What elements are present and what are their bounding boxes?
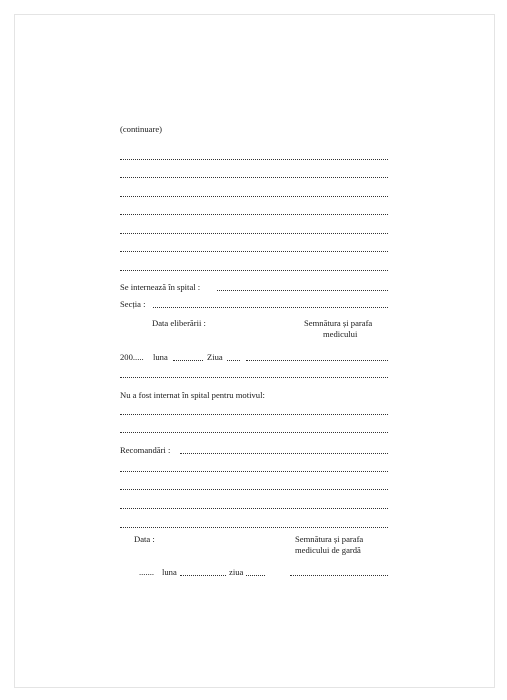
- recomandari-line-2[interactable]: [120, 489, 388, 490]
- year-prefix: 200.....: [120, 352, 144, 362]
- blank-line-3[interactable]: [120, 196, 388, 197]
- blank-line-2[interactable]: [120, 177, 388, 178]
- blank-line-1[interactable]: [120, 159, 388, 160]
- nu-internat-label: Nu a fost internat în spital pentru motivul:: [120, 390, 265, 400]
- recomandari-field[interactable]: [180, 453, 388, 454]
- interneaza-label: Se internează în spital :: [120, 282, 201, 292]
- semnatura-medic-line2: medicului: [323, 329, 358, 339]
- recomandari-line-1[interactable]: [120, 471, 388, 472]
- signature-field[interactable]: [246, 360, 388, 361]
- bottom-ziua-field[interactable]: [246, 575, 265, 576]
- semnatura-garda-line1: Semnătura și parafa: [295, 534, 364, 544]
- blank-line-5[interactable]: [120, 233, 388, 234]
- continuation-label: (continuare): [120, 124, 162, 134]
- data-eliberarii-label: Data eliberării :: [152, 318, 206, 328]
- bottom-signature-field[interactable]: [290, 575, 388, 576]
- motiv-line-1[interactable]: [120, 414, 388, 415]
- blank-line-6[interactable]: [120, 251, 388, 252]
- form-page: [14, 14, 495, 688]
- sectia-field[interactable]: [153, 307, 388, 308]
- bottom-prefix: .......: [139, 567, 155, 577]
- bottom-luna-field[interactable]: [180, 575, 226, 576]
- blank-line-7[interactable]: [120, 270, 388, 271]
- recomandari-label: Recomandări :: [120, 445, 171, 455]
- motiv-line-2[interactable]: [120, 432, 388, 433]
- interneaza-field[interactable]: [217, 290, 388, 291]
- blank-line-8[interactable]: [120, 377, 388, 378]
- bottom-luna-label: luna: [162, 567, 177, 577]
- recomandari-line-3[interactable]: [120, 508, 388, 509]
- recomandari-line-4[interactable]: [120, 527, 388, 528]
- semnatura-medic-line1: Semnătura și parafa: [304, 318, 373, 328]
- semnatura-garda-line2: medicului de gardă: [295, 545, 361, 555]
- sectia-label: Secția :: [120, 299, 146, 309]
- luna-field[interactable]: [173, 360, 203, 361]
- ziua-label: Ziua: [207, 352, 223, 362]
- ziua-field[interactable]: [227, 360, 240, 361]
- blank-line-4[interactable]: [120, 214, 388, 215]
- bottom-ziua-label: ziua: [229, 567, 244, 577]
- luna-label: luna: [153, 352, 168, 362]
- data-label: Data :: [134, 534, 155, 544]
